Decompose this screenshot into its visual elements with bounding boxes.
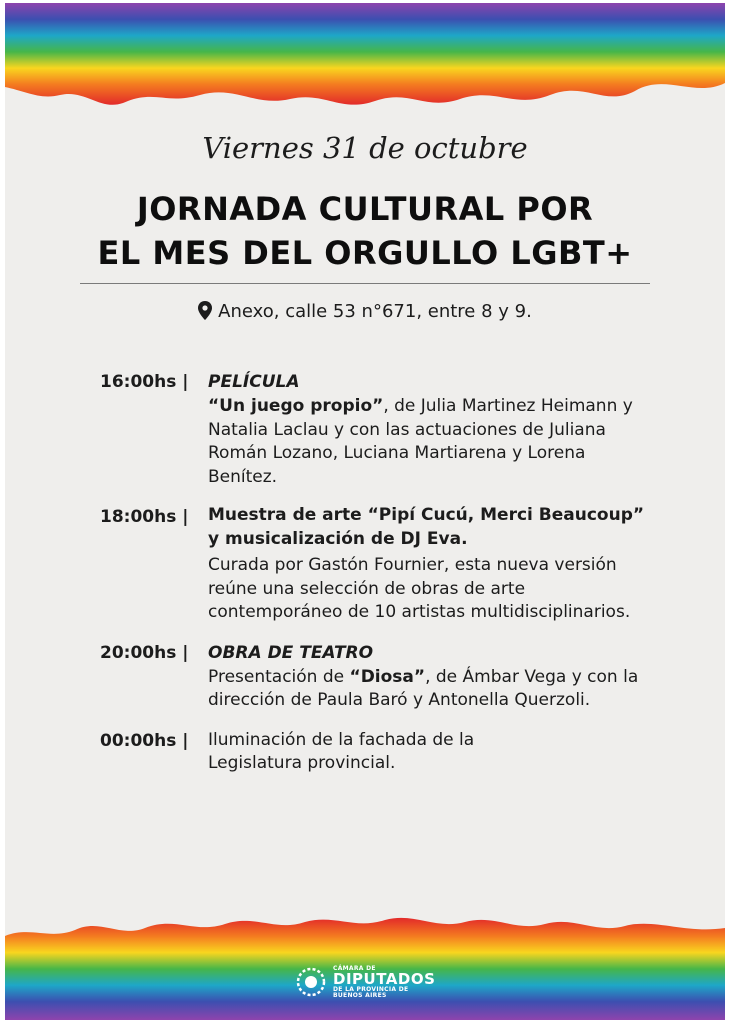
divider [80, 283, 650, 284]
event-location [5, 301, 725, 325]
rainbow-band-top [5, 3, 725, 113]
logo-line-1: CÁMARA DE [333, 964, 376, 972]
title-line-1: JORNADA CULTURAL POR [136, 190, 594, 228]
logo-line-2: DIPUTADOS [333, 969, 436, 988]
schedule [5, 369, 725, 791]
logo-line-3: DE LA PROVINCIA DE [333, 985, 409, 993]
event-item [5, 728, 725, 776]
event-description: Iluminación de la fachada de la Legislatura provincial. [208, 729, 475, 773]
play-title: “Diosa” [349, 666, 426, 687]
title-line-2: EL MES DEL ORGULLO LGBT+ [97, 234, 633, 272]
event-date: Viernes 31 de octubre [202, 131, 528, 165]
event-time: 16:00hs | [100, 372, 189, 392]
event-time: 20:00hs | [100, 642, 189, 663]
logo-emblem [295, 966, 327, 998]
event-heading: OBRA DE TEATRO [208, 642, 374, 663]
event-heading: PELÍCULA [208, 372, 300, 392]
event-item [5, 369, 725, 489]
event-title [5, 187, 725, 275]
event-time: 00:00hs | [100, 730, 189, 751]
event-item [5, 640, 725, 713]
location-text: Anexo, calle 53 n°671, entre 8 y 9. [218, 301, 532, 322]
event-description: Presentación de “Diosa”, de Ámbar Vega y con la dirección de Paula Baró y Antonella Querzoli. [208, 666, 639, 710]
map-pin-icon [198, 301, 212, 325]
film-title: “Un juego propio” [208, 396, 384, 416]
event-heading: Muestra de arte “Pipí Cucú, Merci Beaucoup” y musicalización de DJ Eva. [208, 505, 645, 549]
event-poster [5, 3, 725, 1020]
event-time: 18:00hs | [100, 507, 189, 527]
camara-diputados-logo [295, 958, 435, 1006]
logo-line-4: BUENOS AIRES [333, 991, 387, 999]
event-item [5, 504, 725, 625]
event-description: Curada por Gastón Fournier, esta nueva versión reúne una selección de obras de arte contemporáneo de 10 artistas multidisciplinarios. [208, 555, 631, 622]
event-description: “Un juego propio”, de Julia Martinez Heimann y Natalia Laclau y con las actuaciones de Juliana Román Lozano, Luciana Martiarena y Lorena Benítez. [208, 396, 633, 487]
